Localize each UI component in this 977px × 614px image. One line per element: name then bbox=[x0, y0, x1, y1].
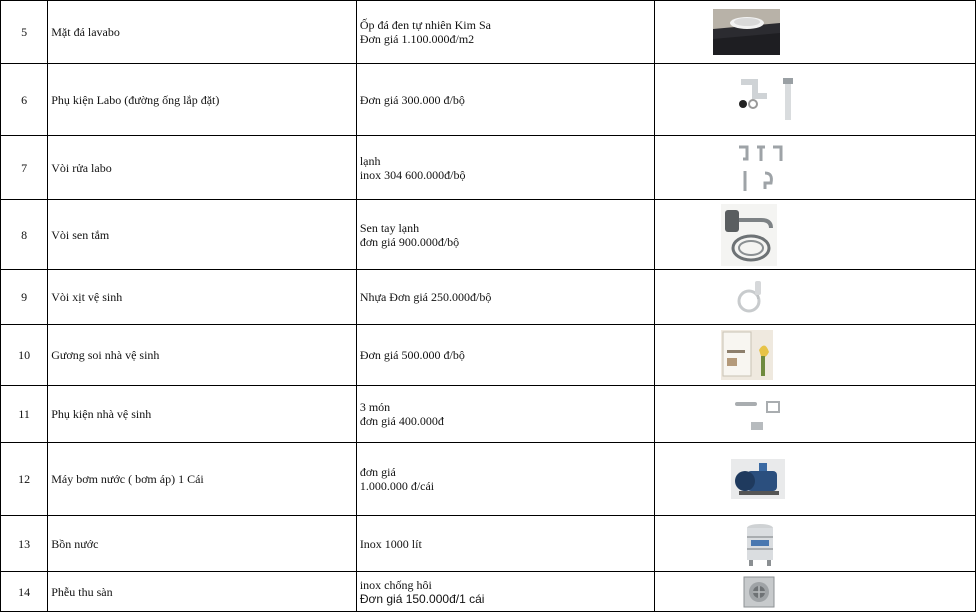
description-line: Đơn giá 300.000 đ/bộ bbox=[359, 92, 465, 107]
description-line: inox 304 600.000đ/bộ bbox=[359, 167, 466, 182]
item-description bbox=[356, 270, 655, 325]
item-description bbox=[356, 1, 655, 64]
item-image-cell bbox=[655, 443, 976, 516]
item-name: Vòi xịt vệ sinh bbox=[48, 270, 357, 325]
description-line: đơn giá 900.000đ/bộ bbox=[359, 234, 460, 249]
item-description bbox=[356, 443, 655, 516]
table-row bbox=[1, 386, 976, 443]
description-line: 3 món bbox=[359, 400, 391, 414]
table-row bbox=[1, 443, 976, 516]
description-line: Sen tay lạnh bbox=[359, 220, 420, 235]
row-number: 10 bbox=[1, 325, 48, 386]
table-row bbox=[1, 200, 976, 270]
item-description bbox=[356, 516, 655, 572]
item-name: Phụ kiện nhà vệ sinh bbox=[48, 386, 357, 443]
item-image-cell bbox=[655, 64, 976, 136]
basin-faucets-icon bbox=[733, 143, 785, 193]
table-row bbox=[1, 325, 976, 386]
description-line: Ốp đá đen tự nhiên Kim Sa bbox=[359, 18, 491, 32]
item-image-cell bbox=[655, 572, 976, 612]
row-number: 13 bbox=[1, 516, 48, 572]
item-image-cell bbox=[655, 386, 976, 443]
item-name: Phụ kiện Labo (đường ống lắp đặt) bbox=[48, 64, 357, 136]
row-number: 9 bbox=[1, 270, 48, 325]
row-number: 5 bbox=[1, 1, 48, 64]
black-stone-countertop-with-basin-icon bbox=[713, 9, 780, 55]
item-name: Máy bơm nước ( bơm áp) 1 Cái bbox=[48, 443, 357, 516]
description-line: Inox 1000 lít bbox=[359, 536, 422, 551]
description-line: inox chống hôi bbox=[359, 577, 432, 592]
item-image-cell bbox=[655, 1, 976, 64]
hand-shower-set-icon bbox=[721, 204, 777, 266]
description-line: đơn giá 400.000đ bbox=[359, 414, 444, 428]
description-line: đơn giá bbox=[359, 465, 396, 479]
item-description bbox=[356, 136, 655, 200]
description-line: Đơn giá 500.000 đ/bộ bbox=[359, 348, 465, 362]
row-number: 6 bbox=[1, 64, 48, 136]
drain-pipe-fittings-icon bbox=[735, 76, 797, 124]
stainless-water-tank-icon bbox=[745, 522, 775, 566]
item-description bbox=[356, 325, 655, 386]
row-number: 11 bbox=[1, 386, 48, 443]
item-name: Phễu thu sàn bbox=[48, 572, 357, 612]
water-pump-icon bbox=[731, 459, 785, 499]
item-name: Vòi rửa labo bbox=[48, 136, 357, 200]
item-description bbox=[356, 200, 655, 270]
item-name: Vòi sen tắm bbox=[48, 200, 357, 270]
item-name: Mặt đá lavabo bbox=[48, 1, 357, 64]
item-image-cell bbox=[655, 325, 976, 386]
item-image-cell bbox=[655, 516, 976, 572]
table-row bbox=[1, 136, 976, 200]
item-image-cell bbox=[655, 270, 976, 325]
row-number: 12 bbox=[1, 443, 48, 516]
item-description bbox=[356, 64, 655, 136]
description-line: lạnh bbox=[359, 153, 381, 168]
table-row bbox=[1, 1, 976, 64]
bathroom-mirror-icon bbox=[721, 330, 773, 380]
description-line: Nhựa Đơn giá 250.000đ/bộ bbox=[359, 290, 492, 304]
table-row bbox=[1, 64, 976, 136]
item-name: Gương soi nhà vệ sinh bbox=[48, 325, 357, 386]
bathroom-accessories-icon bbox=[729, 392, 787, 436]
floor-drain-icon bbox=[743, 576, 775, 608]
bidet-sprayer-icon bbox=[735, 279, 769, 315]
item-image-cell bbox=[655, 200, 976, 270]
item-description bbox=[356, 572, 655, 612]
row-number: 8 bbox=[1, 200, 48, 270]
row-number: 7 bbox=[1, 136, 48, 200]
item-image-cell bbox=[655, 136, 976, 200]
table-row bbox=[1, 270, 976, 325]
table-row bbox=[1, 516, 976, 572]
description-line: Đơn giá 1.100.000đ/m2 bbox=[359, 32, 475, 46]
row-number: 14 bbox=[1, 572, 48, 612]
item-description bbox=[356, 386, 655, 443]
item-name: Bồn nước bbox=[48, 516, 357, 572]
description-line: Đơn giá 150.000đ/1 cái bbox=[359, 591, 485, 606]
description-line: 1.000.000 đ/cái bbox=[359, 479, 435, 493]
table-row bbox=[1, 572, 976, 612]
